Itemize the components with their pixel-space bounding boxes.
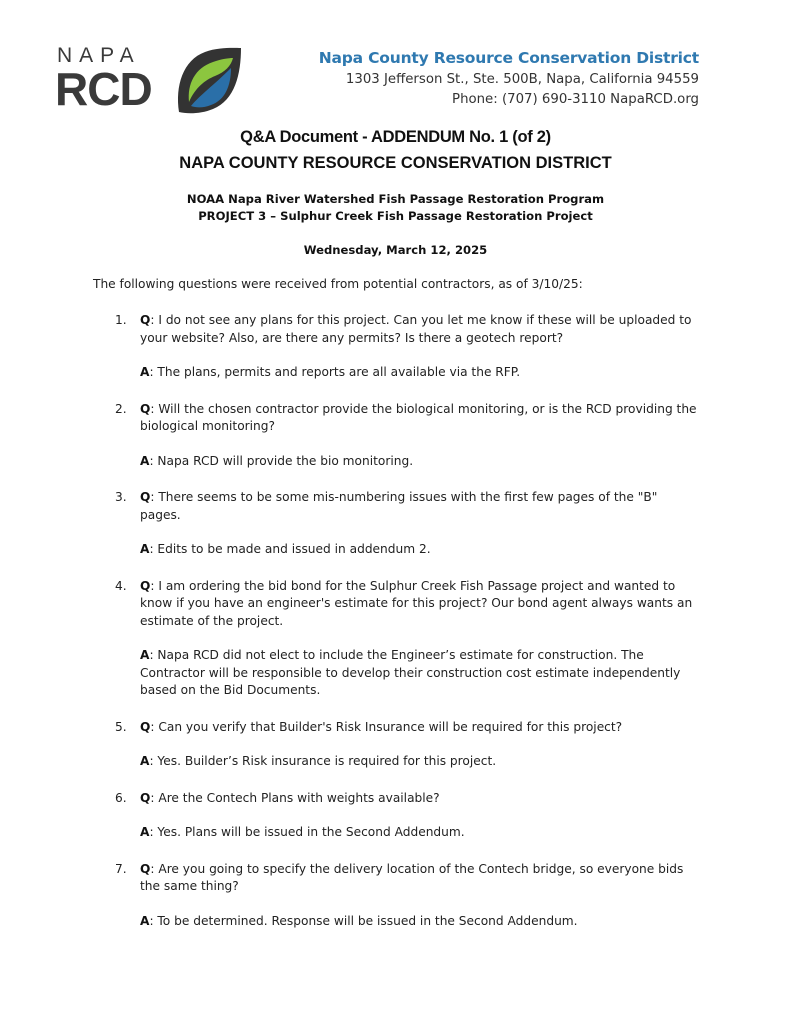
answer-text: : Napa RCD will provide the bio monitoring.	[149, 453, 414, 468]
question-text: : I am ordering the bid bond for the Sulphur Creek Fish Passage project and wanted to know if you have an engineer's estimate for this project? Our bond agent always wants an estimate of the project.	[140, 578, 693, 628]
leaf-icon	[173, 46, 243, 114]
question-text: : Are the Contech Plans with weights available?	[150, 790, 440, 805]
question-label: Q	[140, 578, 151, 593]
question-label: Q	[140, 401, 151, 416]
question-text: : Will the chosen contractor provide the biological monitoring, or is the RCD providing the biological monitoring?	[140, 401, 697, 433]
intro-text: The following questions were received from potential contractors, as of 3/10/25:	[93, 277, 583, 291]
answer-text: : The plans, permits and reports are all available via the RFP.	[149, 365, 521, 379]
question-label: Q	[140, 719, 151, 734]
qa-item	[0, 790, 791, 842]
program-name: NOAA Napa River Watershed Fish Passage Restoration Program	[186, 192, 605, 206]
qa-number: 3.	[115, 490, 127, 504]
answer-text: : Yes. Plans will be issued in the Second Addendum.	[149, 825, 465, 839]
answer-label: A	[140, 648, 150, 662]
question	[140, 861, 700, 896]
question-text: : There seems to be some mis-numbering issues with the first few pages of the "B" pages.	[140, 490, 658, 522]
answer	[140, 453, 700, 471]
qa-number: 1.	[115, 313, 127, 327]
project-name: PROJECT 3 – Sulphur Creek Fish Passage Restoration Project	[198, 209, 593, 223]
answer	[140, 647, 700, 700]
question-text: : Are you going to specify the delivery location of the Contech bridge, so everyone bids the same thing?	[140, 861, 684, 893]
answer-label: A	[140, 825, 150, 839]
answer	[140, 913, 700, 931]
answer-label: A	[140, 913, 150, 928]
question	[140, 790, 700, 808]
qa-list	[0, 312, 791, 949]
answer-text: : Edits to be made and issued in addendum 2.	[149, 542, 431, 556]
logo-rcd-text: RCD	[55, 63, 152, 115]
answer	[140, 364, 700, 382]
qa-number: 7.	[115, 861, 127, 876]
answer-text: : To be determined. Response will be issued in the Second Addendum.	[149, 913, 578, 928]
question	[140, 312, 700, 347]
question-text: : Can you verify that Builder's Risk Insurance will be required for this project?	[150, 719, 623, 734]
question	[140, 719, 700, 737]
qa-item	[0, 401, 791, 471]
qa-item	[0, 312, 791, 382]
answer-label: A	[140, 542, 150, 556]
org-phone-web: Phone: (707) 690-3110 NapaRCD.org	[452, 92, 699, 107]
qa-item	[0, 861, 791, 931]
question	[140, 489, 700, 524]
org-info	[319, 49, 699, 107]
question-label: Q	[140, 790, 151, 805]
question-label: Q	[140, 861, 151, 876]
answer-label: A	[140, 754, 150, 768]
qa-number: 4.	[115, 578, 127, 593]
answer-text: : Napa RCD did not elect to include the Engineer’s estimate for construction. The Contractor will be responsible to develop their construction cost estimate independently based on the Bid Documents.	[140, 648, 681, 697]
qa-item	[0, 578, 791, 700]
question	[140, 401, 700, 436]
organization-title: NAPA COUNTY RESOURCE CONSERVATION DISTRICT	[179, 154, 612, 172]
qa-item	[0, 489, 791, 559]
org-address: 1303 Jefferson St., Ste. 500B, Napa, California 94559	[345, 72, 699, 87]
document-title: Q&A Document - ADDENDUM No. 1 (of 2)	[240, 128, 551, 146]
napa-rcd-logo	[55, 44, 245, 116]
question	[140, 578, 700, 631]
document-date: Wednesday, March 12, 2025	[303, 243, 488, 257]
answer-label: A	[140, 453, 150, 468]
logo-napa-text: NAPA	[57, 44, 141, 67]
answer	[140, 824, 700, 842]
answer-label: A	[140, 365, 150, 379]
qa-number: 5.	[115, 719, 127, 734]
question-text: : I do not see any plans for this project. Can you let me know if these will be uploaded to your website? Also, are there any permits? Is there a geotech report?	[140, 313, 692, 345]
answer	[140, 541, 700, 559]
question-label: Q	[140, 490, 151, 504]
qa-item	[0, 719, 791, 771]
answer-text: : Yes. Builder’s Risk insurance is required for this project.	[149, 754, 497, 768]
org-name: Napa County Resource Conservation District	[318, 49, 699, 67]
qa-number: 6.	[115, 790, 127, 805]
question-label: Q	[140, 313, 151, 327]
answer	[140, 753, 700, 771]
qa-number: 2.	[115, 401, 127, 416]
